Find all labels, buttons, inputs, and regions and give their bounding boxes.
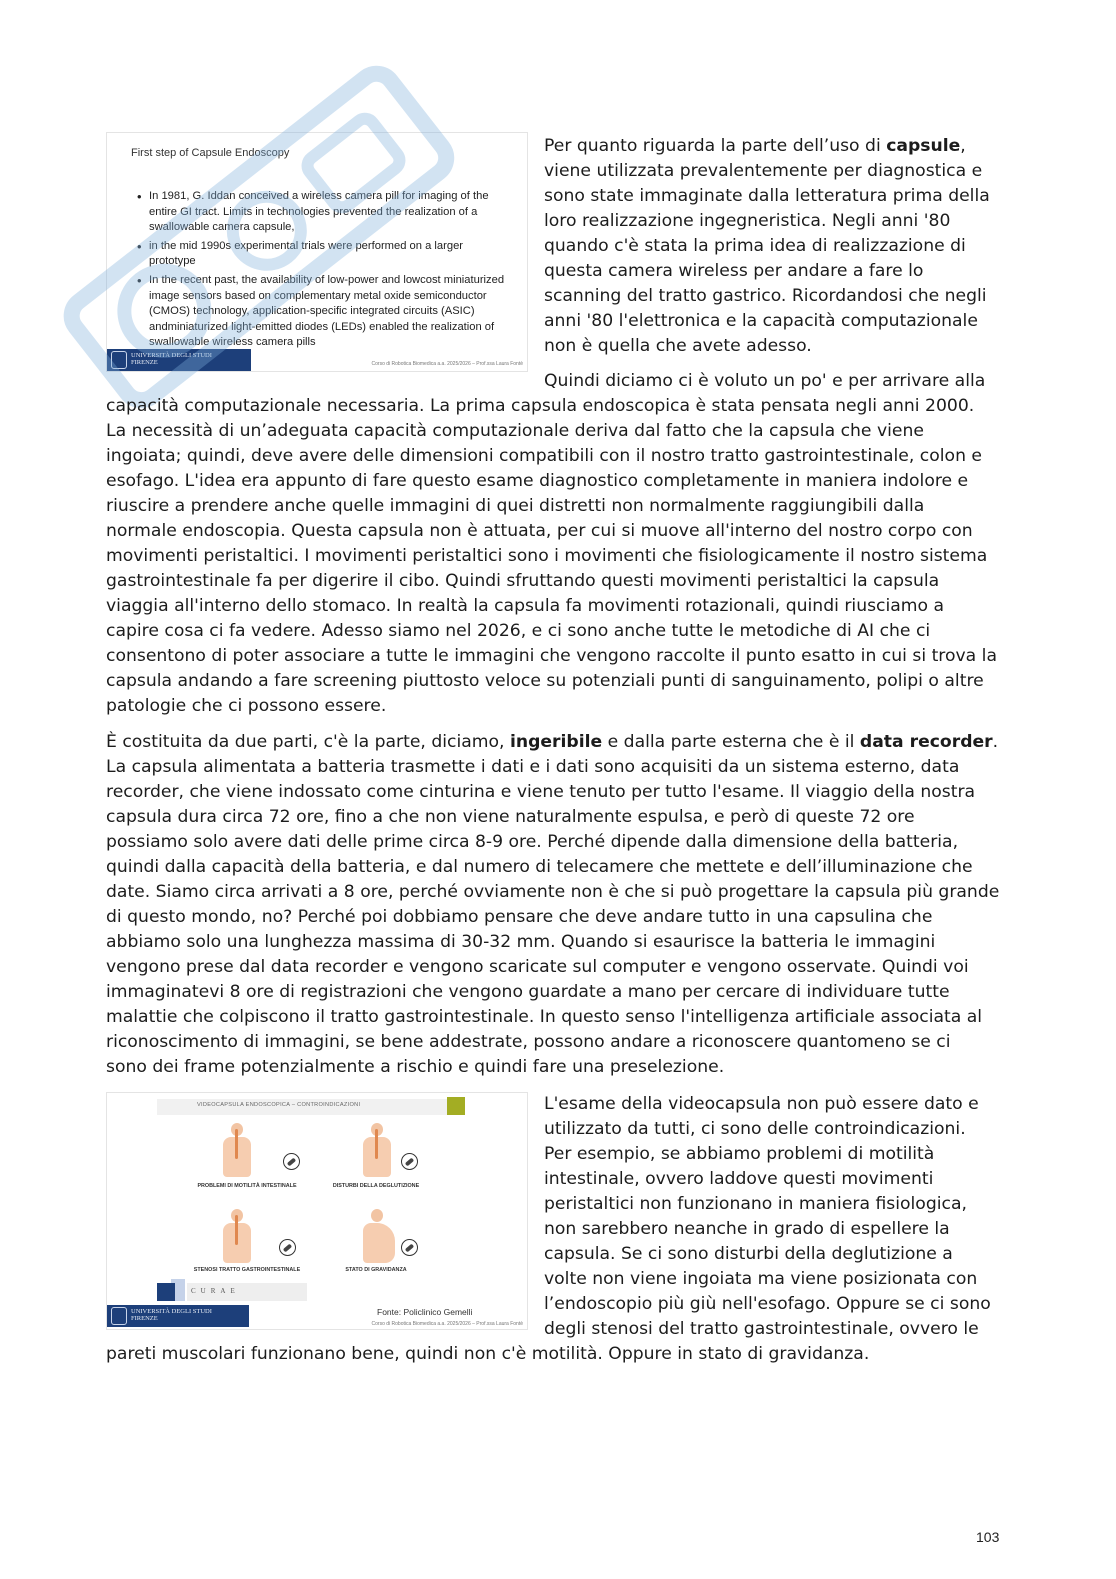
slide-bullet-list — [137, 189, 509, 354]
slide-source: Fonte: Policlinico Gemelli — [377, 1307, 473, 1317]
text-line: peristaltici non funzionano in maniera fisiologica, — [544, 1194, 967, 1214]
bold-term: ingeribile — [509, 732, 603, 752]
text-line: consentono di poter associare a tutte le immagini che vengono raccolte il punto esatto in cui si trova la — [106, 646, 997, 666]
text-line: immaginatevi 8 ore di registrazioni che vengono guardate a mano per cercare di individuare tutte — [106, 982, 950, 1002]
text-line: scanning del tratto gastrico. Ricordandosi che negli — [544, 286, 987, 306]
text-line: La necessità di un’adeguata capacità computazionale deriva dal fatto che la capsula che viene — [106, 421, 924, 441]
text-line: questa camera wireless per andare a fare lo — [544, 261, 924, 281]
decor-square — [157, 1283, 175, 1301]
body-figure-icon — [219, 1209, 255, 1265]
text-line: quando c'è stata la prima idea di realizzazione di — [544, 236, 966, 256]
accent-square — [447, 1097, 465, 1115]
slide-contraindications — [106, 1092, 528, 1330]
no-capsule-icon — [401, 1239, 418, 1256]
text-line: capsula. Se ci sono disturbi della deglutizione a — [544, 1244, 953, 1264]
text-line: vengono prese dal data recorder e vengono scaricate sul computer e vengono osservate. Quindi voi — [106, 957, 969, 977]
text-line: Per esempio, se abbiamo problemi di motilità — [544, 1144, 935, 1164]
text-line: intestinale, ovvero laddove questi movimenti — [544, 1169, 934, 1189]
text-line: date. Siamo circa arrivati a 8 ore, perché ovviamente non è che si può progettare la capsula più grande — [106, 882, 1000, 902]
contraindication-label: STENOSI TRATTO GASTROINTESTINALE — [193, 1267, 301, 1273]
text-line: riconoscimento di immagini, se bene addestrate, possono andare a riconoscere quantomeno se ci — [106, 1032, 951, 1052]
no-capsule-icon — [283, 1153, 300, 1170]
university-logo-text: UNIVERSITÀ DEGLI STUDI FIRENZE — [131, 1308, 212, 1322]
university-seal-icon — [111, 1307, 127, 1325]
text-line: recorder, che viene indossato come cinturina e viene tenuto per tutto l'esame. Il viaggio della nostra — [106, 782, 976, 802]
text-line: capsula dura circa 72 ore, fino a che non viene naturalmente espulsa, e però di queste 72 ore — [106, 807, 915, 827]
no-capsule-icon — [279, 1239, 296, 1256]
text-line: sono dei frame potenzialmente a rischio e quindi fare una preselezione. — [106, 1057, 725, 1077]
bold-term: data recorder — [859, 732, 993, 752]
text-line: non sarebbero neanche in grado di espellere la — [544, 1219, 950, 1239]
intro-paragraph — [544, 134, 990, 359]
text-line: normale endoscopia. Questa capsula non è attuata, per cui si muove all'interno del nostro corpo con — [106, 521, 973, 541]
text-line: Per quanto riguarda la parte dell’uso di capsule, — [544, 136, 966, 156]
slide-header-text: VIDEOCAPSULA ENDOSCOPICA – CONTROINDICAZIONI — [197, 1102, 361, 1108]
contraindication-label: DISTURBI DELLA DEGLUTIZIONE — [332, 1183, 420, 1189]
slide-footer: Corso di Robotica Biomedica a.a. 2025/2026 – Prof.ssa Laura Fontè — [371, 1321, 523, 1327]
university-logo-text: UNIVERSITÀ DEGLI STUDI FIRENZE — [131, 352, 212, 366]
text-line: l’endoscopio più giù nell'esofago. Oppure se ci sono — [544, 1294, 991, 1314]
text-line: non è quella che avete adesso. — [544, 336, 812, 356]
text-line: movimenti peristaltici. I movimenti peristaltici sono i movimenti che fisiologicamente il nostro sistema — [106, 546, 988, 566]
paragraph-capsule-history — [106, 369, 997, 719]
text-line: anni '80 l'elettronica e la capacità computazionale — [544, 311, 978, 331]
text-line: di questo mondo, no? Perché poi dobbiamo pensare che deve andare tutto in una capsulina che — [106, 907, 933, 927]
university-seal-icon — [111, 351, 127, 369]
text-line: quindi dalla capacità della batteria, e dal numero di telecamere che mettete e dell’illuminazione che — [106, 857, 973, 877]
text-line: È costituita da due parti, c'è la parte, diciamo, ingeribile e dalla parte esterna che è il data recorder. — [106, 732, 999, 752]
slide-footer: Corso di Robotica Biomedica a.a. 2025/2026 – Prof.ssa Laura Fontè — [371, 361, 523, 367]
slide-title: First step of Capsule Endoscopy — [131, 147, 290, 159]
text-line: volte non viene ingoiata ma viene posizionata con — [544, 1269, 978, 1289]
slide-capsule-endoscopy-history — [106, 132, 528, 372]
page-number: 103 — [976, 1529, 1000, 1545]
text-line: capsula andando a fare screening piuttosto veloce su potenziali punti di sanguinamento, polipi o altre — [106, 671, 984, 691]
pregnant-figure-icon — [359, 1209, 395, 1265]
contraindication-label: PROBLEMI DI MOTILITÀ INTESTINALE — [197, 1183, 297, 1189]
bold-term: capsule — [886, 136, 961, 156]
text-line: malattie che colpiscono il tratto gastrointestinale. In questo senso l'intelligenza artificiale associata al — [106, 1007, 983, 1027]
text-line: Quindi diciamo ci è voluto un po' e per arrivare alla — [544, 371, 986, 391]
text-line: loro realizzazione ingegneristica. Negli anni '80 — [544, 211, 951, 231]
text-line: esofago. L'idea era appunto di fare questo esame diagnostico completamente in maniera indolore e — [106, 471, 969, 491]
curae-logo-text: CURAE — [191, 1287, 240, 1295]
text-line: viene utilizzata prevalentemente per diagnostica e — [544, 161, 983, 181]
text-line: utilizzato da tutti, ci sono delle controindicazioni. — [544, 1119, 966, 1139]
text-line: pareti muscolari funzionano bene, quindi non c'è motilità. Oppure in stato di gravidanza. — [106, 1344, 870, 1364]
text-line: gastrointestinale fa per digerire il cibo. Quindi sfruttando questi movimenti peristaltici la capsula — [106, 571, 940, 591]
text-line: degli stenosi del tratto gastrointestinale, ovvero le — [544, 1319, 979, 1339]
text-line: possiamo solo avere dati delle prime circa 8-9 ore. Perché dipende dalla dimensione della batteria, — [106, 832, 959, 852]
slide-bullet: • In the recent past, the availability of low-power and lowcost miniaturized image sensors based on complementary metal oxide semiconductor (CMOS) technology, application-specific integrated circuits (ASIC) andminiaturized light-emitted diodes (LEDs) enabled the realization of swallowable wireless camera pills — [137, 273, 509, 351]
slide-bullet: • In 1981, G. Iddan conceived a wireless camera pill for imaging of the entire GI tract. Limits in technologies prevented the realization of a swallowable camera capsule, — [137, 189, 509, 236]
text-line: viaggia all'interno dello stomaco. In realtà la capsula fa movimenti rotazionali, quindi riusciamo a — [106, 596, 945, 616]
text-line: ingoiata; quindi, deve avere delle dimensioni compatibili con il nostro tratto gastrointestinale, colon e — [106, 446, 982, 466]
body-figure-icon — [359, 1123, 395, 1179]
body-figure-icon — [219, 1123, 255, 1179]
paragraph-capsule-parts — [106, 730, 999, 1080]
contraindication-label: STATO DI GRAVIDANZA — [345, 1267, 407, 1273]
text-line: abbiamo solo una lunghezza massima di 30-32 mm. Quando si esaurisce la batteria le immagini — [106, 932, 936, 952]
no-capsule-icon — [401, 1153, 418, 1170]
text-line: La capsula alimentata a batteria trasmette i dati e i dati sono acquisiti da un sistema esterno, data — [106, 757, 960, 777]
slide-bullet: • in the mid 1990s experimental trials were performed on a larger prototype — [137, 239, 509, 270]
text-line: riuscire a prendere anche quelle immagini di quei distretti non normalmente raggiungibili dalla — [106, 496, 925, 516]
text-line: capire cosa ci fa vedere. Adesso siamo nel 2026, e ci sono anche tutte le metodiche di AI che ci — [106, 621, 931, 641]
text-line: patologie che ci possono essere. — [106, 696, 387, 716]
text-line: capacità computazionale necessaria. La prima capsula endoscopica è stata pensata negli anni 2000. — [106, 396, 975, 416]
text-line: L'esame della videocapsula non può essere dato e — [544, 1094, 979, 1114]
text-line: sono state immaginate dalla letteratura prima della — [544, 186, 990, 206]
